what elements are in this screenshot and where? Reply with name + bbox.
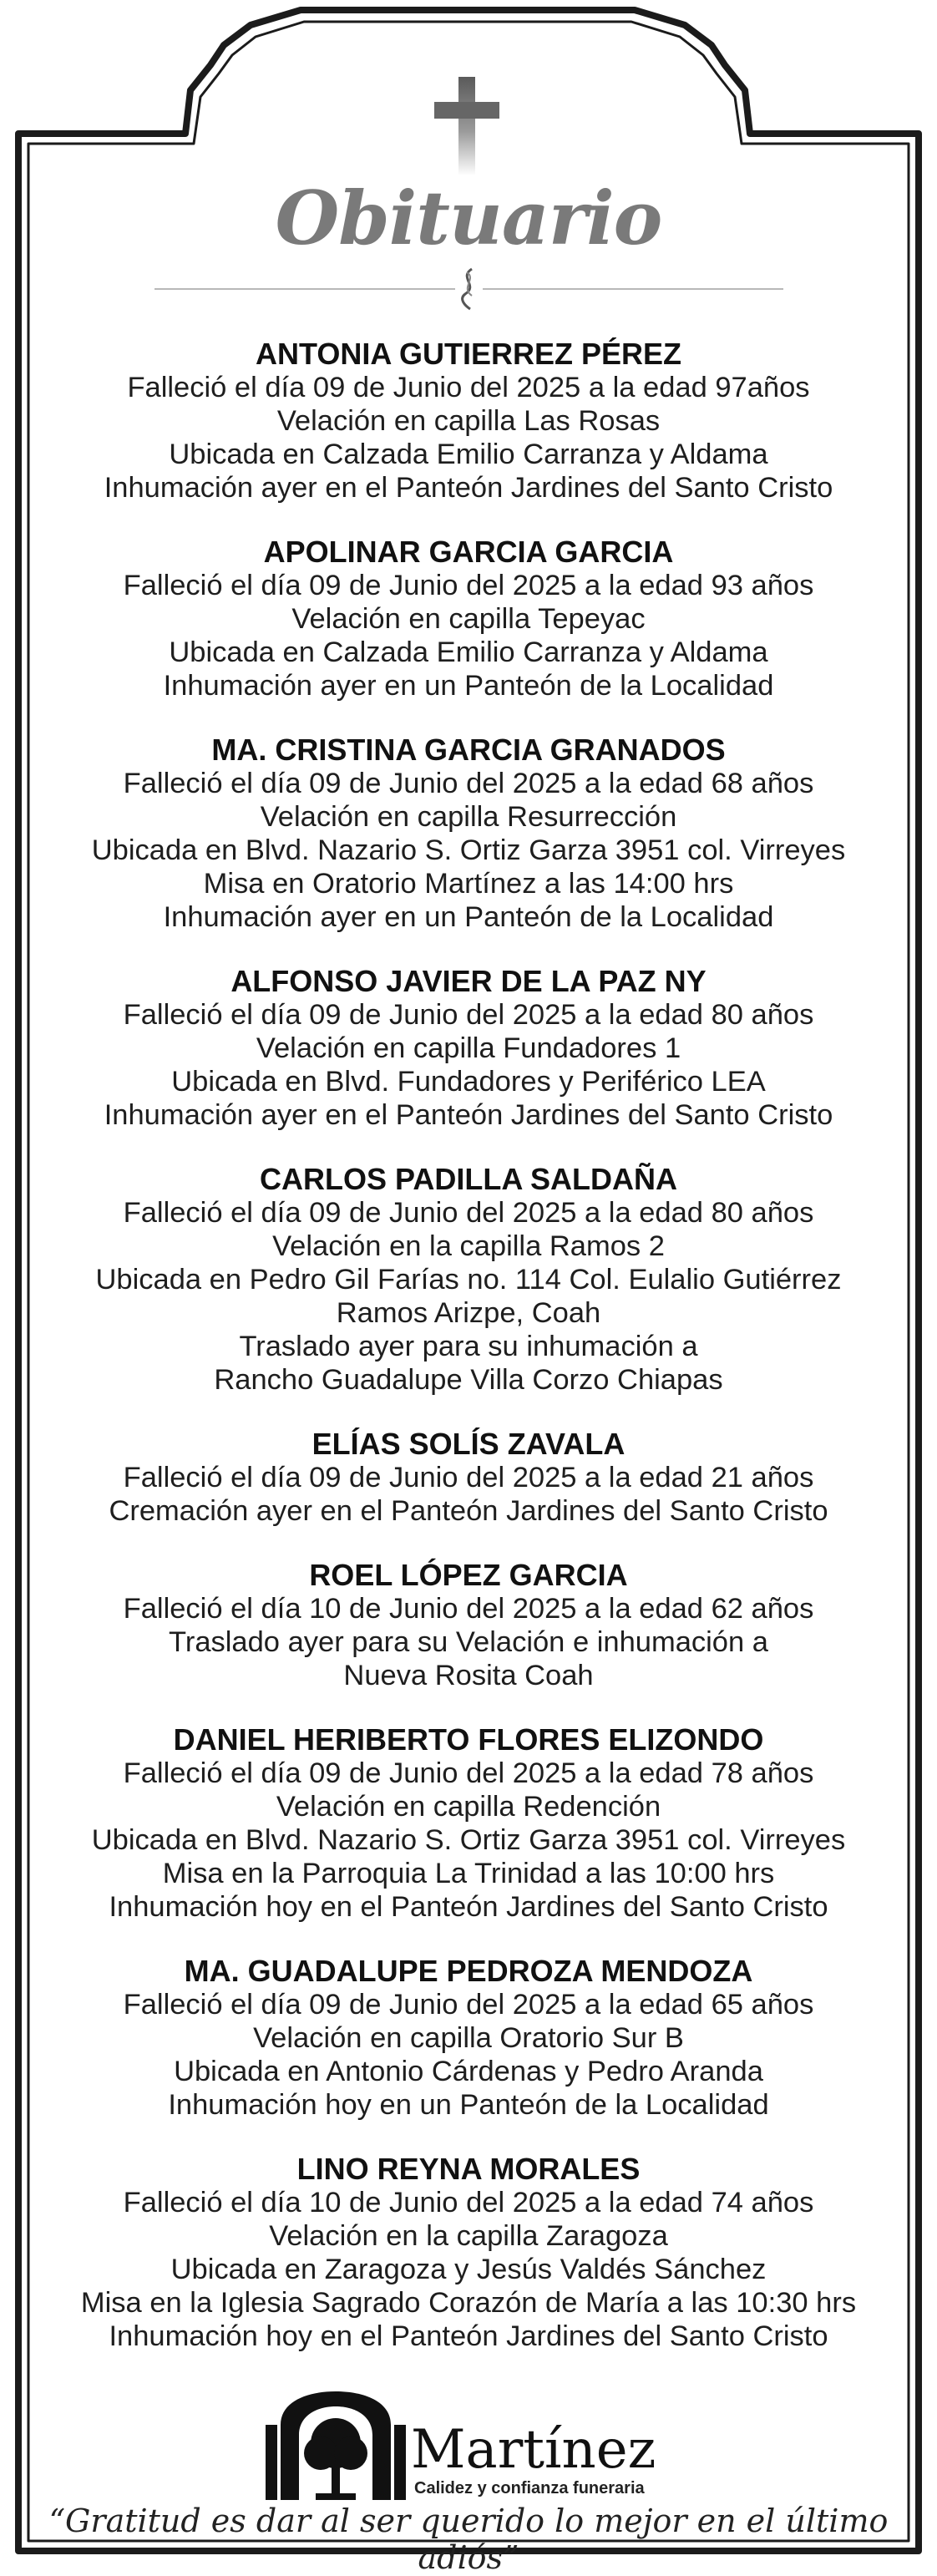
brand-name: Martínez	[411, 2419, 656, 2481]
entry-line: Misa en la Iglesia Sagrado Corazón de María a las 10:30 hrs	[80, 2287, 857, 2319]
divider-left	[154, 288, 455, 290]
deceased-name: CARLOS PADILLA SALDAÑA	[260, 1162, 677, 1196]
obituary-entry	[33, 1163, 904, 1397]
entry-line: Misa en la Parroquia La Trinidad a las 10:00 hrs	[162, 1858, 775, 1889]
obituary-entry	[33, 1955, 904, 2122]
entry-line: Velación en capilla Resurrección	[260, 801, 677, 833]
entry-line: Ubicada en Blvd. Fundadores y Periférico LEA	[171, 1066, 766, 1098]
obituary-entry	[33, 733, 904, 934]
entry-line: Falleció el día 10 de Junio del 2025 a la edad 62 años	[123, 1593, 814, 1625]
entry-line: Falleció el día 09 de Junio del 2025 a la edad 65 años	[123, 1989, 814, 2021]
entry-line: Falleció el día 09 de Junio del 2025 a la edad 80 años	[123, 1197, 814, 1229]
entry-line: Traslado ayer para su Velación e inhumación a	[169, 1626, 768, 1658]
entry-line: Falleció el día 09 de Junio del 2025 a la edad 93 años	[123, 570, 814, 601]
deceased-name: MA. GUADALUPE PEDROZA MENDOZA	[184, 1954, 753, 1988]
entry-line: Falleció el día 09 de Junio del 2025 a la edad 97años	[127, 372, 810, 403]
deceased-name: ROEL LÓPEZ GARCIA	[309, 1558, 628, 1592]
obituary-entry	[33, 965, 904, 1132]
obituary-list	[33, 337, 904, 2384]
obituary-entry	[33, 1559, 904, 1692]
entry-line: Velación en capilla Tepeyac	[291, 603, 646, 635]
obituary-entry	[33, 1427, 904, 1528]
entry-line: Ubicada en Pedro Gil Farías no. 114 Col. Eulalio Gutiérrez	[95, 1264, 842, 1296]
entry-line: Falleció el día 09 de Junio del 2025 a la edad 78 años	[123, 1757, 814, 1789]
entry-line: Velación en capilla Redención	[276, 1791, 661, 1823]
deceased-name: ELÍAS SOLÍS ZAVALA	[311, 1427, 626, 1461]
deceased-name: DANIEL HERIBERTO FLORES ELIZONDO	[173, 1722, 764, 1757]
entry-line: Ubicada en Zaragoza y Jesús Valdés Sánchez	[170, 2254, 767, 2285]
entry-line: Ubicada en Antonio Cárdenas y Pedro Aranda	[174, 2056, 763, 2087]
entry-line: Falleció el día 09 de Junio del 2025 a la edad 80 años	[123, 999, 814, 1031]
entry-line: Ubicada en Blvd. Nazario S. Ortiz Garza 3951 col. Virreyes	[91, 1824, 846, 1856]
entry-line: Inhumación ayer en el Panteón Jardines del Santo Cristo	[104, 1099, 833, 1131]
entry-line: Traslado ayer para su inhumación a	[239, 1331, 698, 1362]
entry-line: Ubicada en Blvd. Nazario S. Ortiz Garza 3951 col. Virreyes	[91, 834, 846, 866]
ornament-icon	[455, 266, 482, 312]
entry-line: Velación en capilla Fundadores 1	[256, 1032, 681, 1064]
entry-line: Inhumación hoy en el Panteón Jardines del Santo Cristo	[109, 1891, 828, 1923]
entry-line: Falleció el día 10 de Junio del 2025 a la edad 74 años	[123, 2187, 814, 2219]
entry-line: Velación en capilla Las Rosas	[276, 405, 661, 437]
entry-line: Ramos Arizpe, Coah	[336, 1297, 601, 1329]
deceased-name: ANTONIA GUTIERREZ PÉREZ	[255, 337, 682, 371]
entry-line: Cremación ayer en el Panteón Jardines del Santo Cristo	[109, 1495, 828, 1527]
obituary-entry	[33, 2153, 904, 2353]
deceased-name: MA. CRISTINA GARCIA GRANADOS	[211, 733, 726, 767]
entry-line: Rancho Guadalupe Villa Corzo Chiapas	[214, 1364, 723, 1396]
deceased-name: ALFONSO JAVIER DE LA PAZ NY	[230, 964, 707, 998]
brand-tagline: Calidez y confianza funeraria	[414, 2479, 645, 2497]
entry-line: Inhumación hoy en el Panteón Jardines del Santo Cristo	[109, 2320, 828, 2352]
page-title: Obituario	[275, 175, 662, 261]
entry-line: Misa en Oratorio Martínez a las 14:00 hrs	[203, 868, 734, 900]
obituary-entry	[33, 337, 904, 505]
entry-line: Ubicada en Calzada Emilio Carranza y Aldama	[169, 636, 768, 668]
entry-line: Velación en la capilla Ramos 2	[272, 1230, 665, 1262]
footer-quote: “Gratitud es dar al ser querido lo mejor en el último adiós”	[48, 2502, 889, 2576]
deceased-name: LINO REYNA MORALES	[296, 2152, 641, 2186]
entry-line: Falleció el día 09 de Junio del 2025 a la edad 21 años	[123, 1462, 814, 1493]
chapel-tree-logo-icon	[266, 2391, 406, 2500]
entry-line: Falleció el día 09 de Junio del 2025 a la edad 68 años	[123, 768, 814, 799]
entry-line: Velación en capilla Oratorio Sur B	[253, 2022, 684, 2054]
entry-line: Ubicada en Calzada Emilio Carranza y Aldama	[169, 439, 768, 470]
entry-line: Inhumación ayer en el Panteón Jardines del Santo Cristo	[104, 472, 833, 504]
obituary-entry	[33, 535, 904, 702]
entry-line: Inhumación ayer en un Panteón de la Localidad	[163, 901, 774, 933]
divider-right	[483, 288, 783, 290]
entry-line: Inhumación hoy en un Panteón de la Localidad	[168, 2089, 769, 2121]
entry-line: Velación en la capilla Zaragoza	[269, 2220, 668, 2252]
cross-icon	[434, 77, 499, 175]
entry-line: Nueva Rosita Coah	[343, 1660, 594, 1691]
entry-line: Inhumación ayer en un Panteón de la Localidad	[163, 670, 774, 702]
deceased-name: APOLINAR GARCIA GARCIA	[263, 535, 674, 569]
obituary-entry	[33, 1723, 904, 1924]
